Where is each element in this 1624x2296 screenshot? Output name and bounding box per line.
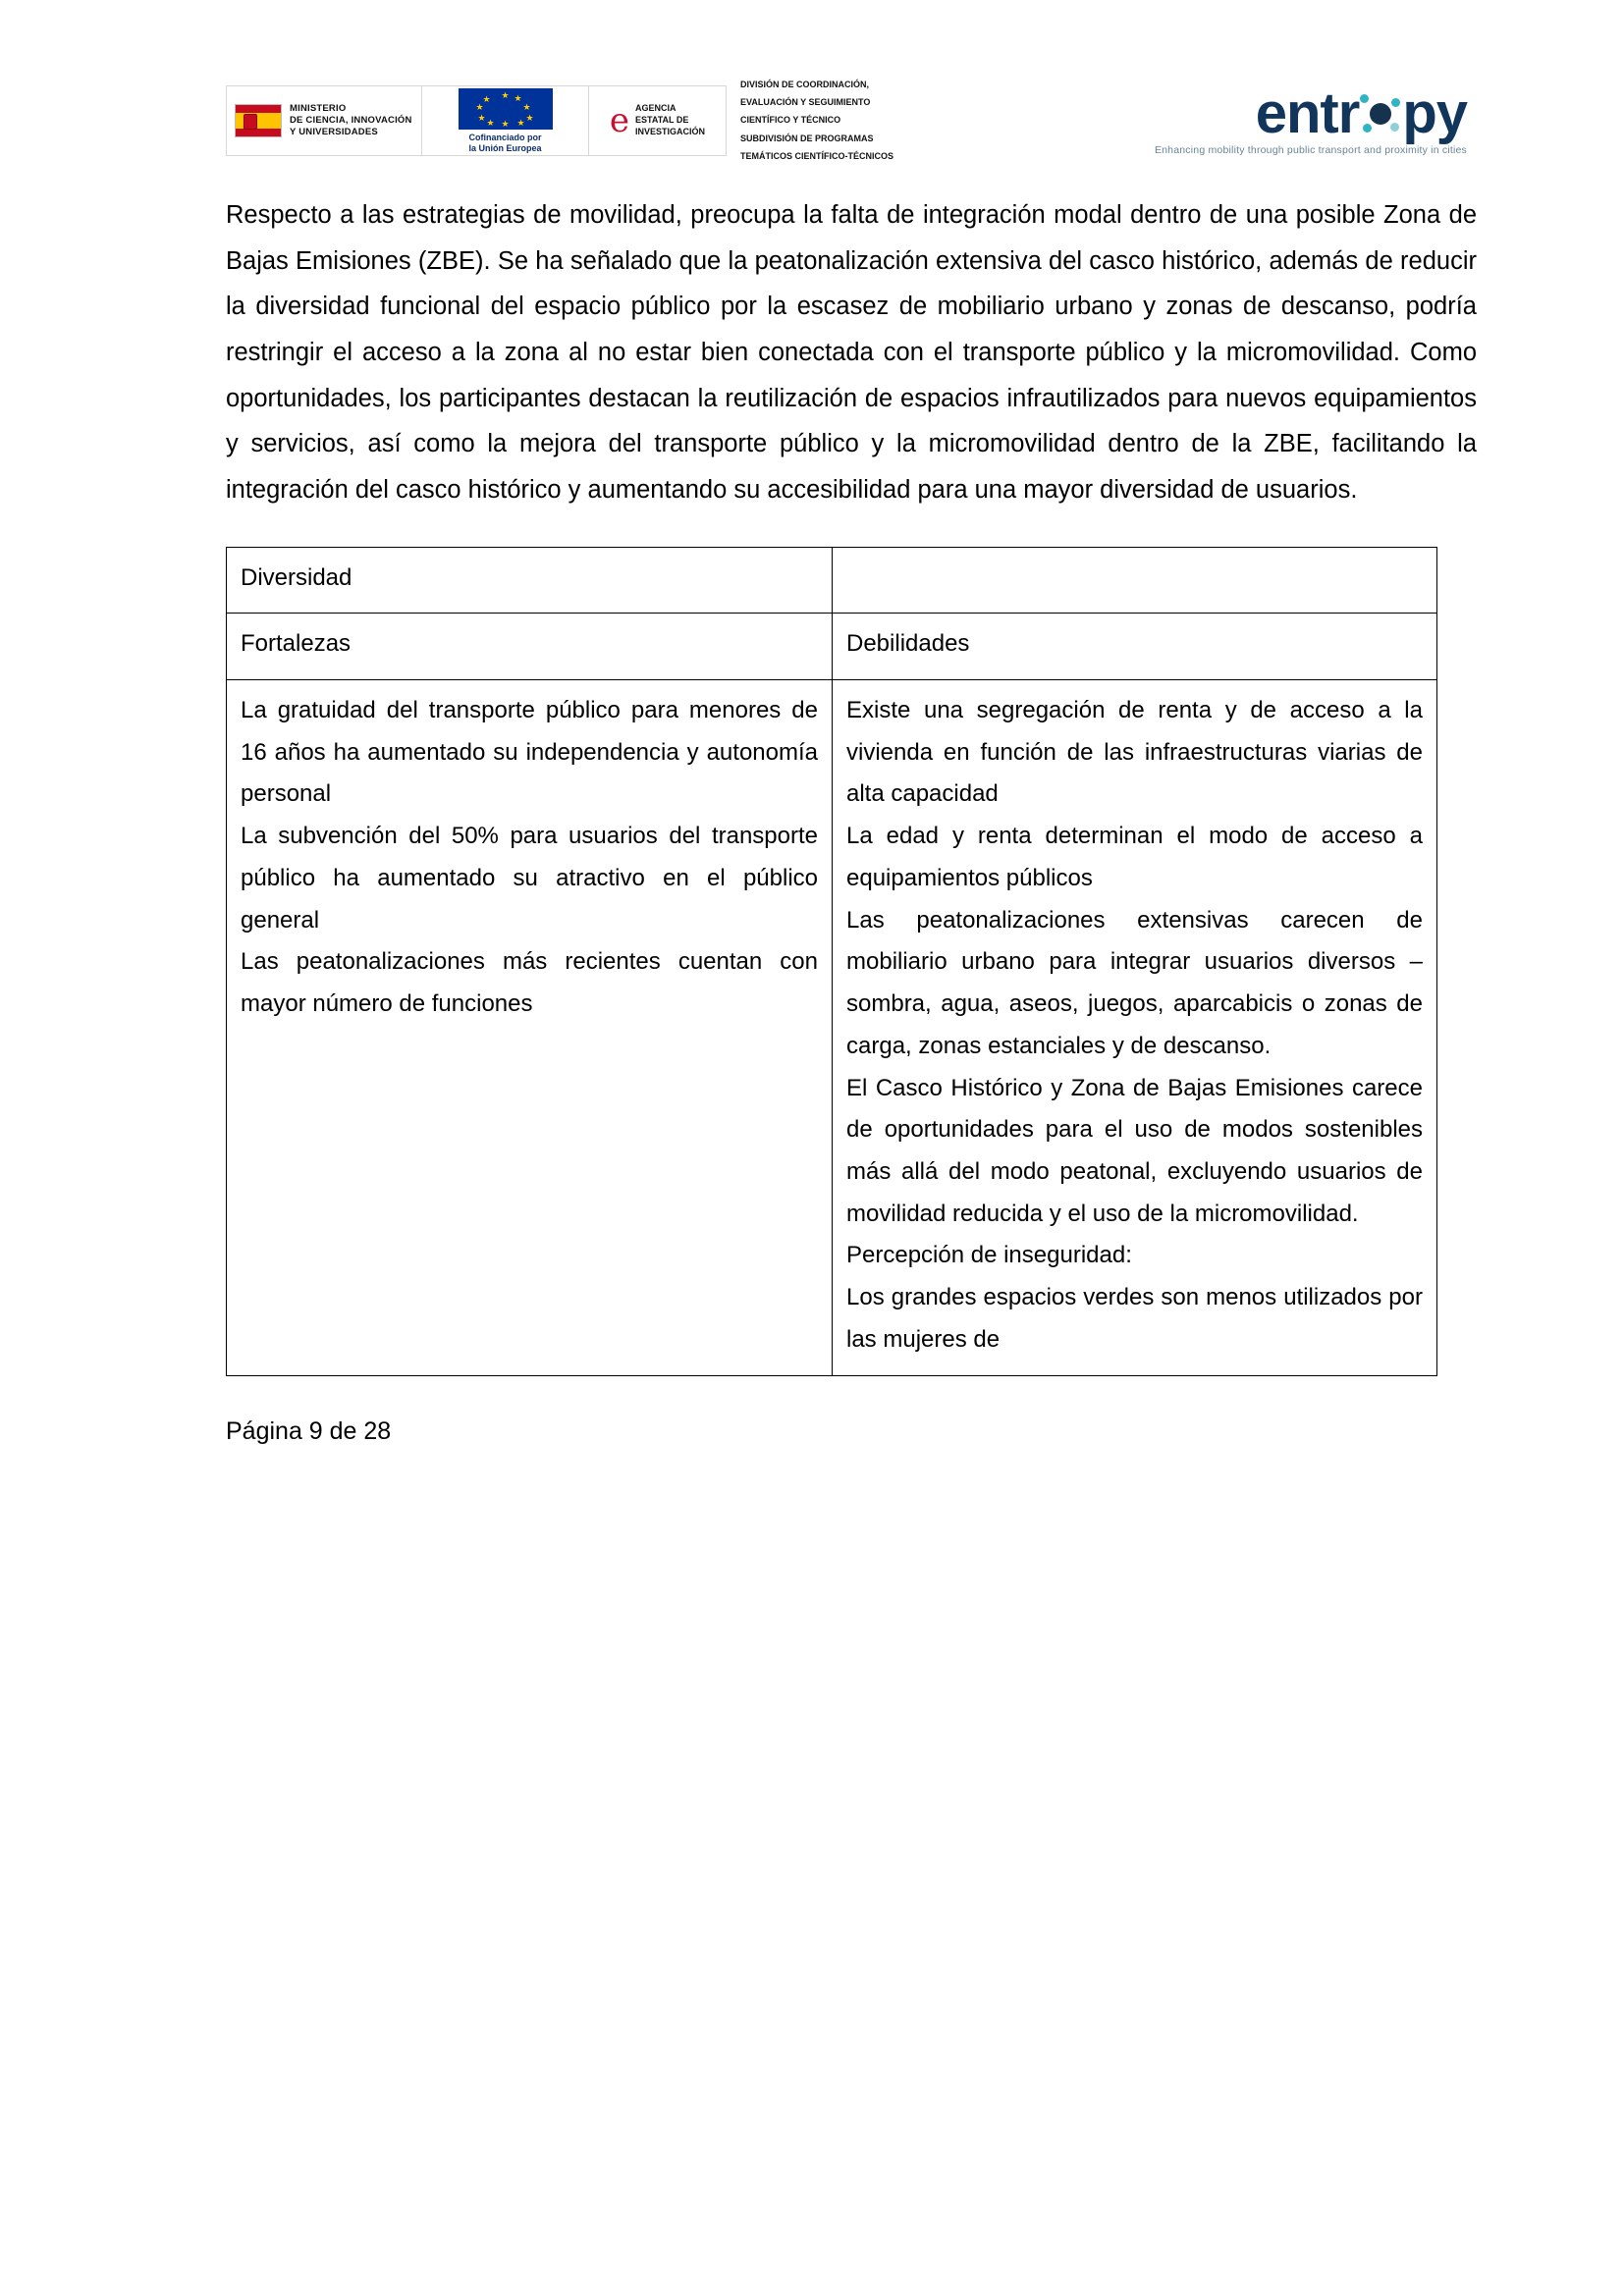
header-logo-bar	[226, 77, 1477, 165]
table-row-title	[227, 547, 1437, 614]
division-line4: SUBDIVISIÓN DE PROGRAMAS	[740, 133, 874, 143]
aei-text	[635, 103, 705, 137]
table-header-debilidades: Debilidades	[833, 614, 1437, 680]
table-row-content	[227, 680, 1437, 1376]
spain-coat-of-arms-icon	[235, 104, 282, 137]
aei-emblem-icon: e	[609, 101, 630, 140]
logo-european-union	[422, 85, 589, 156]
table-cell-fortalezas	[227, 680, 833, 1376]
fortalezas-item: La subvención del 50% para usuarios del transporte público ha aumentado su atractivo en el público general	[241, 823, 818, 934]
table-cell-debilidades	[833, 680, 1437, 1376]
aei-line2: ESTATAL DE	[635, 115, 689, 126]
division-line1: DIVISIÓN DE COORDINACIÓN,	[740, 79, 870, 89]
aei-line1: AGENCIA	[635, 103, 677, 114]
page-footer	[226, 1417, 1477, 1446]
division-line3: CIENTÍFICO Y TÉCNICO	[740, 115, 841, 126]
logo-agencia-estatal-investigacion	[589, 85, 727, 156]
eu-caption	[468, 133, 541, 153]
debilidades-item: El Casco Histórico y Zona de Bajas Emisiones carece de oportunidades para el uso de modos sostenibles más allá del modo peatonal, excluyendo usuarios de movilidad reducida y el uso de la micromovilidad.	[846, 1074, 1423, 1227]
entropy-tagline: Enhancing mobility through public transport and proximity in cities	[1154, 144, 1467, 156]
debilidades-item: La edad y renta determinan el modo de acceso a equipamientos públicos	[846, 823, 1423, 891]
division-line2: EVALUACIÓN Y SEGUIMIENTO	[740, 97, 871, 108]
table-row-headers	[227, 614, 1437, 680]
debilidades-item: Los grandes espacios verdes son menos utilizados por las mujeres de	[846, 1284, 1423, 1353]
body-paragraph: Respecto a las estrategias de movilidad, preocupa la falta de integración modal dentro de una posible Zona de Bajas Emisiones (ZBE). Se ha señalado que la peatonalización extensiva del casco histórico, además de reducir la diversidad funcional del espacio público por la escasez de mobiliario urbano y zonas de descanso, podría restringir el acceso a la zona al no estar bien conectada con el transporte público y la micromovilidad. Como oportunidades, los participantes destacan la reutilización de espacios infrautilizados para nuevos equipamientos y servicios, así como la mejora del transporte público y la micromovilidad dentro de la ZBE, facilitando la integración del casco histórico y aumentando su accesibilidad para una mayor diversidad de usuarios.	[226, 201, 1477, 504]
debilidades-item: Existe una segregación de renta y de acceso a la vivienda en función de las infraestructuras viarias de alta capacidad	[846, 697, 1423, 808]
swot-table	[226, 547, 1437, 1376]
debilidades-item: Percepción de inseguridad:	[846, 1242, 1132, 1269]
eu-flag-icon: ★ ★ ★ ★ ★ ★ ★ ★ ★ ★	[459, 88, 553, 130]
entropy-word-part2: py	[1402, 81, 1467, 145]
entropy-word-part1: entr	[1255, 81, 1360, 145]
ministerio-line1: MINISTERIO	[290, 103, 347, 115]
logo-entropy	[952, 80, 1477, 162]
eu-caption-line2: la Unión Europea	[468, 142, 542, 153]
ministerio-line3: Y UNIVERSIDADES	[290, 126, 378, 137]
entropy-wordmark	[1255, 81, 1467, 145]
entropy-molecule-icon	[1359, 92, 1402, 135]
division-text-block	[727, 79, 952, 161]
debilidades-item: Las peatonalizaciones extensivas carecen de mobiliario urbano para integrar usuarios diversos – sombra, agua, aseos, juegos, aparcabicis o zonas de carga, zonas estanciales y de descanso.	[846, 906, 1423, 1059]
logo-ministerio-text	[290, 103, 412, 138]
table-title-cell: Diversidad	[227, 547, 833, 614]
aei-line3: INVESTIGACIÓN	[635, 126, 706, 136]
fortalezas-item: Las peatonalizaciones más recientes cuentan con mayor número de funciones	[241, 948, 818, 1018]
eu-caption-line1: Cofinanciado por	[468, 133, 542, 143]
table-header-fortalezas: Fortalezas	[227, 614, 833, 680]
ministerio-line2: DE CIENCIA, INNOVACIÓN	[290, 115, 412, 127]
page-number-label: Página 9 de 28	[226, 1416, 392, 1445]
logo-ministerio-ciencia	[226, 85, 422, 156]
fortalezas-item: La gratuidad del transporte público para menores de 16 años ha aumentado su independencia y autonomía personal	[241, 697, 818, 808]
division-line5: TEMÁTICOS CIENTÍFICO-TÉCNICOS	[740, 150, 893, 161]
table-title-cell-empty	[833, 547, 1437, 614]
